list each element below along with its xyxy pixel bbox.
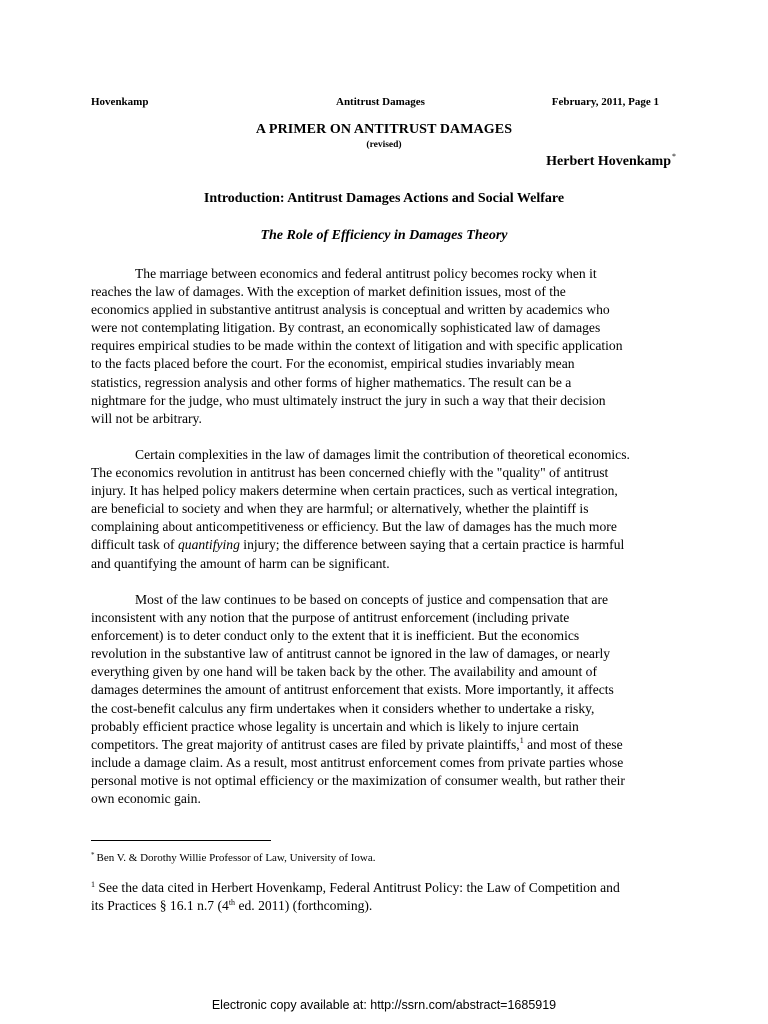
subsection-heading: The Role of Efficiency in Damages Theory xyxy=(260,228,508,243)
footnote-star-mark: * xyxy=(91,851,95,859)
paragraph-line: complaining about anticompetitiveness or efficiency. But the law of damages has the much more xyxy=(91,519,617,535)
author-footnote-mark: * xyxy=(672,152,676,161)
paper-title: A PRIMER ON ANTITRUST DAMAGES xyxy=(255,122,513,137)
paragraph-line: enforcement) is to deter conduct only to the extent that it is inefficient. But the economics xyxy=(91,628,580,644)
text-run: See the data cited in Herbert Hovenkamp, Federal Antitrust Policy: the Law of Competition and xyxy=(98,880,620,895)
paragraph-line: requires empirical studies to be made within the context of litigation and with specific application xyxy=(91,338,623,354)
paper-subtitle: (revised) xyxy=(366,140,402,150)
paragraph-line: The marriage between economics and federal antitrust policy becomes rocky when it xyxy=(135,266,597,281)
ssrn-electronic-copy-link[interactable]: Electronic copy available at: http://ssrn.com/abstract=1685919 xyxy=(211,998,557,1012)
paragraph-line: Certain complexities in the law of damages limit the contribution of theoretical economics. xyxy=(135,447,630,462)
paragraph-line: were not contemplating litigation. By contrast, an economically sophisticated law of damages xyxy=(91,320,601,336)
ordinal-suffix: th xyxy=(228,898,236,908)
footnote-1 xyxy=(91,879,677,915)
text-run: and most of these xyxy=(523,736,623,752)
paragraph-line: include a damage claim. As a result, most antitrust enforcement comes from private parties whose xyxy=(91,754,624,770)
text-run: injury; the difference between saying that a certain practice is harmful xyxy=(239,537,625,553)
paragraph-line xyxy=(91,536,677,554)
emphasis-quantifying: quantifying xyxy=(177,537,240,553)
paragraph-line xyxy=(91,736,677,754)
text-run: competitors. The great majority of antitrust cases are filed by private plaintiffs, xyxy=(91,736,520,752)
footnote-divider xyxy=(91,840,271,841)
paragraph-line: the cost-benefit calculus any firm undertakes when it considers whether to undertake a risky, xyxy=(91,700,595,716)
paragraph-line: reaches the law of damages. With the exception of market definition issues, most of the xyxy=(91,284,566,300)
footnote-ref-1[interactable]: 1 xyxy=(519,735,524,745)
author-name: Herbert Hovenkamp xyxy=(546,154,671,169)
running-header xyxy=(91,96,659,110)
paragraph-line: and quantifying the amount of harm can be significant. xyxy=(91,555,390,571)
paragraph-line: are beneficial to society and when they are harmful; or alternatively, whether the plaintiff is xyxy=(91,501,589,517)
footnote-star-text: Ben V. & Dorothy Willie Professor of Law, University of Iowa. xyxy=(96,852,376,864)
text-run: its Practices § 16.1 n.7 (4 xyxy=(91,898,229,914)
section-heading: Introduction: Antitrust Damages Actions and Social Welfare xyxy=(203,191,565,206)
header-title: Antitrust Damages xyxy=(336,96,425,108)
paragraph-line: to the facts placed before the court. For the economist, empirical studies invariably mean xyxy=(91,356,575,372)
paragraph-line: own economic gain. xyxy=(91,791,201,807)
footnote-star xyxy=(91,849,376,865)
text-run: ed. 2011) (forthcoming). xyxy=(235,898,373,914)
paragraph-line: damages determines the amount of antitrust enforcement that exists. More importantly, it affects xyxy=(91,682,614,698)
paragraph-line: everything given by one hand will be taken back by the other. The availability and amount of xyxy=(91,664,597,680)
paragraph-line: The economics revolution in antitrust has been concerned chiefly with the "quality" of antitrust xyxy=(91,465,609,481)
paragraph-line: nightmare for the judge, who must ultimately instruct the jury in such a way that their decision xyxy=(91,392,606,408)
footnote-line xyxy=(91,879,677,897)
paragraph-line: economics applied in substantive antitrust analysis is conceptual and written by academics who xyxy=(91,302,610,318)
paragraph-line: injury. It has helped policy makers determine when certain practices, such as vertical integration, xyxy=(91,483,618,499)
paragraph-line: Most of the law continues to be based on concepts of justice and compensation that are xyxy=(135,592,609,607)
paragraph-2 xyxy=(91,446,677,573)
footnote-line xyxy=(91,897,677,915)
footnote-1-mark: 1 xyxy=(91,880,95,889)
paper-author xyxy=(546,152,676,170)
paragraph-line: personal motive is not optimal efficiency or the maximization of consumer wealth, but rather their xyxy=(91,772,625,788)
paragraph-line: statistics, regression analysis and other forms of higher mathematics. The result can be a xyxy=(91,374,572,390)
header-author: Hovenkamp xyxy=(91,96,149,108)
paragraph-line: inconsistent with any notion that the purpose of antitrust enforcement (including private xyxy=(91,610,570,626)
paragraph-line: revolution in the substantive law of antitrust cannot be ignored in the law of damages, or nearly xyxy=(91,646,611,662)
paragraph-line: probably efficient practice whose legality is uncertain and which is likely to injure certain xyxy=(91,718,579,734)
header-date-page: February, 2011, Page 1 xyxy=(551,96,659,108)
paragraph-1 xyxy=(91,265,677,428)
paragraph-line: will not be arbitrary. xyxy=(91,410,202,426)
paragraph-3 xyxy=(91,591,677,808)
text-run: difficult task of xyxy=(91,537,178,553)
